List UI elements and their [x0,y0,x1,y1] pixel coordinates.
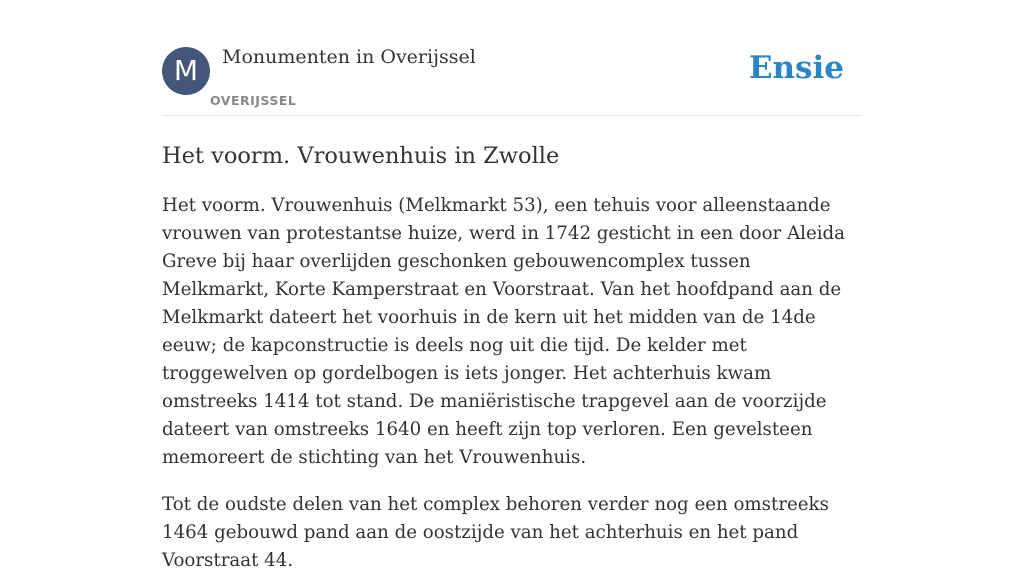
site-title[interactable]: Monumenten in Overijssel [222,46,476,68]
category-label[interactable]: OVERIJSSEL [210,93,297,108]
site-header [162,0,862,116]
page-container [162,0,862,575]
article-paragraph: Het voorm. Vrouwenhuis (Melkmarkt 53), een tehuis voor alleenstaande vrouwen van protestantse huize, werd in 1742 gesticht in een door Aleida Greve bij haar overlijden geschonken gebouwencomplex tussen Melkmarkt, Korte Kamperstraat en Voorstraat. Van het hoofdpand aan de Melkmarkt dateert het voorhuis in de kern uit het midden van de 14de eeuw; de kapconstructie is deels nog uit die tijd. De kelder met troggewelven op gordelbogen is iets jonger. Het achterhuis kwam omstreeks 1414 tot stand. De maniëristische trapgevel aan de voorzijde dateert van omstreeks 1640 en heeft zijn top verloren. Een gevelsteen memoreert de stichting van het Vrouwenhuis. [162,195,846,468]
article-title: Het voorm. Vrouwenhuis in Zwolle [162,143,560,169]
article-paragraph: Tot de oudste delen van het complex behoren verder nog een omstreeks 1464 gebouwd pand aan de oostzijde van het achterhuis en het pand Voorstraat 44. [162,494,829,571]
brand-logo[interactable]: Ensie [748,50,844,86]
avatar[interactable]: M [162,47,210,95]
